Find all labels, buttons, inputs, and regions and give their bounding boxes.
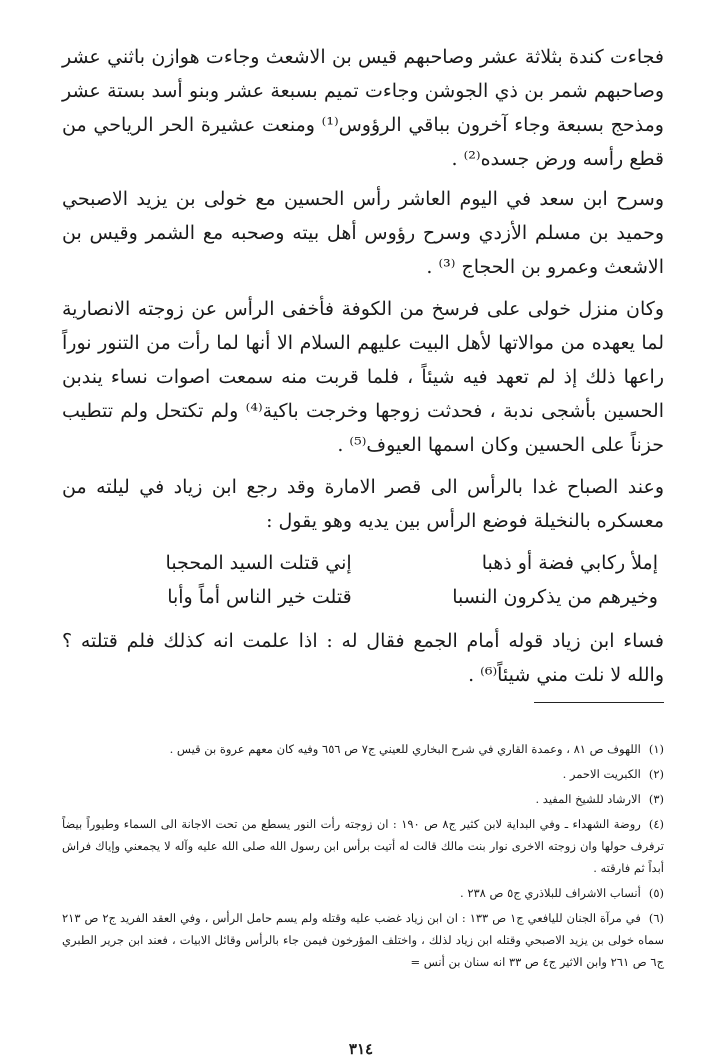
main-text [62, 40, 664, 703]
poem [62, 546, 664, 614]
poem-hemistich: إملأ ركابي فضة أو ذهبا [481, 552, 658, 574]
footnotes [62, 738, 664, 976]
footnote-number: (٣) [648, 792, 664, 806]
footnote [62, 788, 664, 810]
footnote-divider [534, 702, 664, 703]
footnote-number: (٤) [648, 817, 664, 831]
paragraph-heads-arrival: فجاءت كندة بثلاثة عشر وصاحبهم قيس بن الاشعث وجاءت هوازن باثني عشر وصاحبهم شمر بن ذي الجوشن وجاءت تميم بسبعة عشر وبنو أسد بستة عشر ومذحج بسبعة وجاء آخرون بباقي الرؤوس⁽¹⁾ ومنعت عشيرة الحر الرياحي من قطع رأسه ورض جسده⁽²⁾ . [62, 46, 664, 170]
footnote-number: (١) [648, 742, 664, 756]
footnote-number: (٥) [648, 886, 664, 900]
footnote-text: في مرآة الجنان لليافعي ج١ ص ١٣٣ : ان ابن زياد غضب عليه وقتله ولم يسم حامل الرأس ، وفي العقد الفريد ج٢ ص ٢١٣ سماه خولى بن يزيد الاصبحي وقتله ابن زياد لذلك ، واختلف المؤرخون فيمن جاء بالرأس وقائل الابيات ، فعند ابن جرير الطبري ج٦ ص ٢٦١ وابن الاثير ج٤ ص ٣٣ انه سنان بن أنس = [62, 911, 664, 969]
poem-verse [62, 580, 664, 614]
paragraph-closing: فساء ابن زياد قوله أمام الجمع فقال له : اذا علمت انه كذلك فلم قتلته ؟ والله لا نلت مني شيئاً⁽⁶⁾ . [62, 630, 664, 686]
paragraph-khawli-house: وكان منزل خولى على فرسخ من الكوفة فأخفى الرأس عن زوجته الانصارية لما يعهده من موالاتها لأهل البيت عليهم السلام الا أنها لما رأت من التنور نوراً راعها ذلك إذ لم تعهد فيه شيئاً ، فلما قربت منه سمعت اصوات نساء يندبن الحسين بأشجى ندبة ، فحدثت زوجها وخرجت باكية⁽⁴⁾ ولم تكتحل ولم تتطيب حزناً على الحسين وكان اسمها العيوف⁽⁵⁾ . [62, 298, 664, 456]
footnote-number: (٢) [648, 767, 664, 781]
poem-verse [62, 546, 664, 580]
poem-hemistich: إني قتلت السيد المحجبا [165, 552, 352, 574]
footnote [62, 907, 664, 973]
footnote-text: الكبريت الاحمر . [562, 767, 641, 781]
footnote [62, 882, 664, 904]
footnote-number: (٦) [648, 911, 665, 925]
footnote-text: أنساب الاشراف للبلاذري ج٥ ص ٢٣٨ . [460, 886, 641, 900]
footnote [62, 763, 664, 785]
paragraph-morning-palace: وعند الصباح غدا بالرأس الى قصر الامارة وقد رجع ابن زياد في ليلته من معسكره بالنخيلة فوضع الرأس بين يديه وهو يقول : [62, 476, 664, 532]
footnote [62, 813, 664, 879]
footnote-text: الارشاد للشيخ المفيد . [535, 792, 641, 806]
poem-hemistich: قتلت خير الناس أماً وأبا [167, 586, 352, 608]
footnote [62, 738, 664, 760]
paragraph-heads-sent: وسرح ابن سعد في اليوم العاشر رأس الحسين مع خولى بن يزيد الاصبحي وحميد بن مسلم الأزدي وسرح رؤوس أهل بيته وصحبه مع الشمر وقيس بن الاشعث وعمرو بن الحجاج ⁽³⁾ . [62, 188, 664, 278]
page-number: ٣١٤ [348, 1040, 374, 1058]
poem-hemistich: وخيرهم من يذكرون النسبا [452, 586, 658, 608]
footnote-text: اللهوف ص ٨١ ، وعمدة القاري في شرح البخاري للعيني ج٧ ص ٦٥٦ وفيه كان معهم عروة بن قيس . [169, 742, 641, 756]
footnote-text: روضة الشهداء ـ وفي البداية لابن كثير ج٨ ص ١٩٠ : ان زوجته رأت النور يسطع من تحت الاجانة الى السماء وطيوراً بيضاً ترفرف حولها وان زوجته الاخرى نوار بنت مالك قالت له أتيت برأس ابن رسول الله صلى الله عليه وآله لا يجمعني وإياك فراش أبداً ثم فارقته . [62, 817, 664, 875]
